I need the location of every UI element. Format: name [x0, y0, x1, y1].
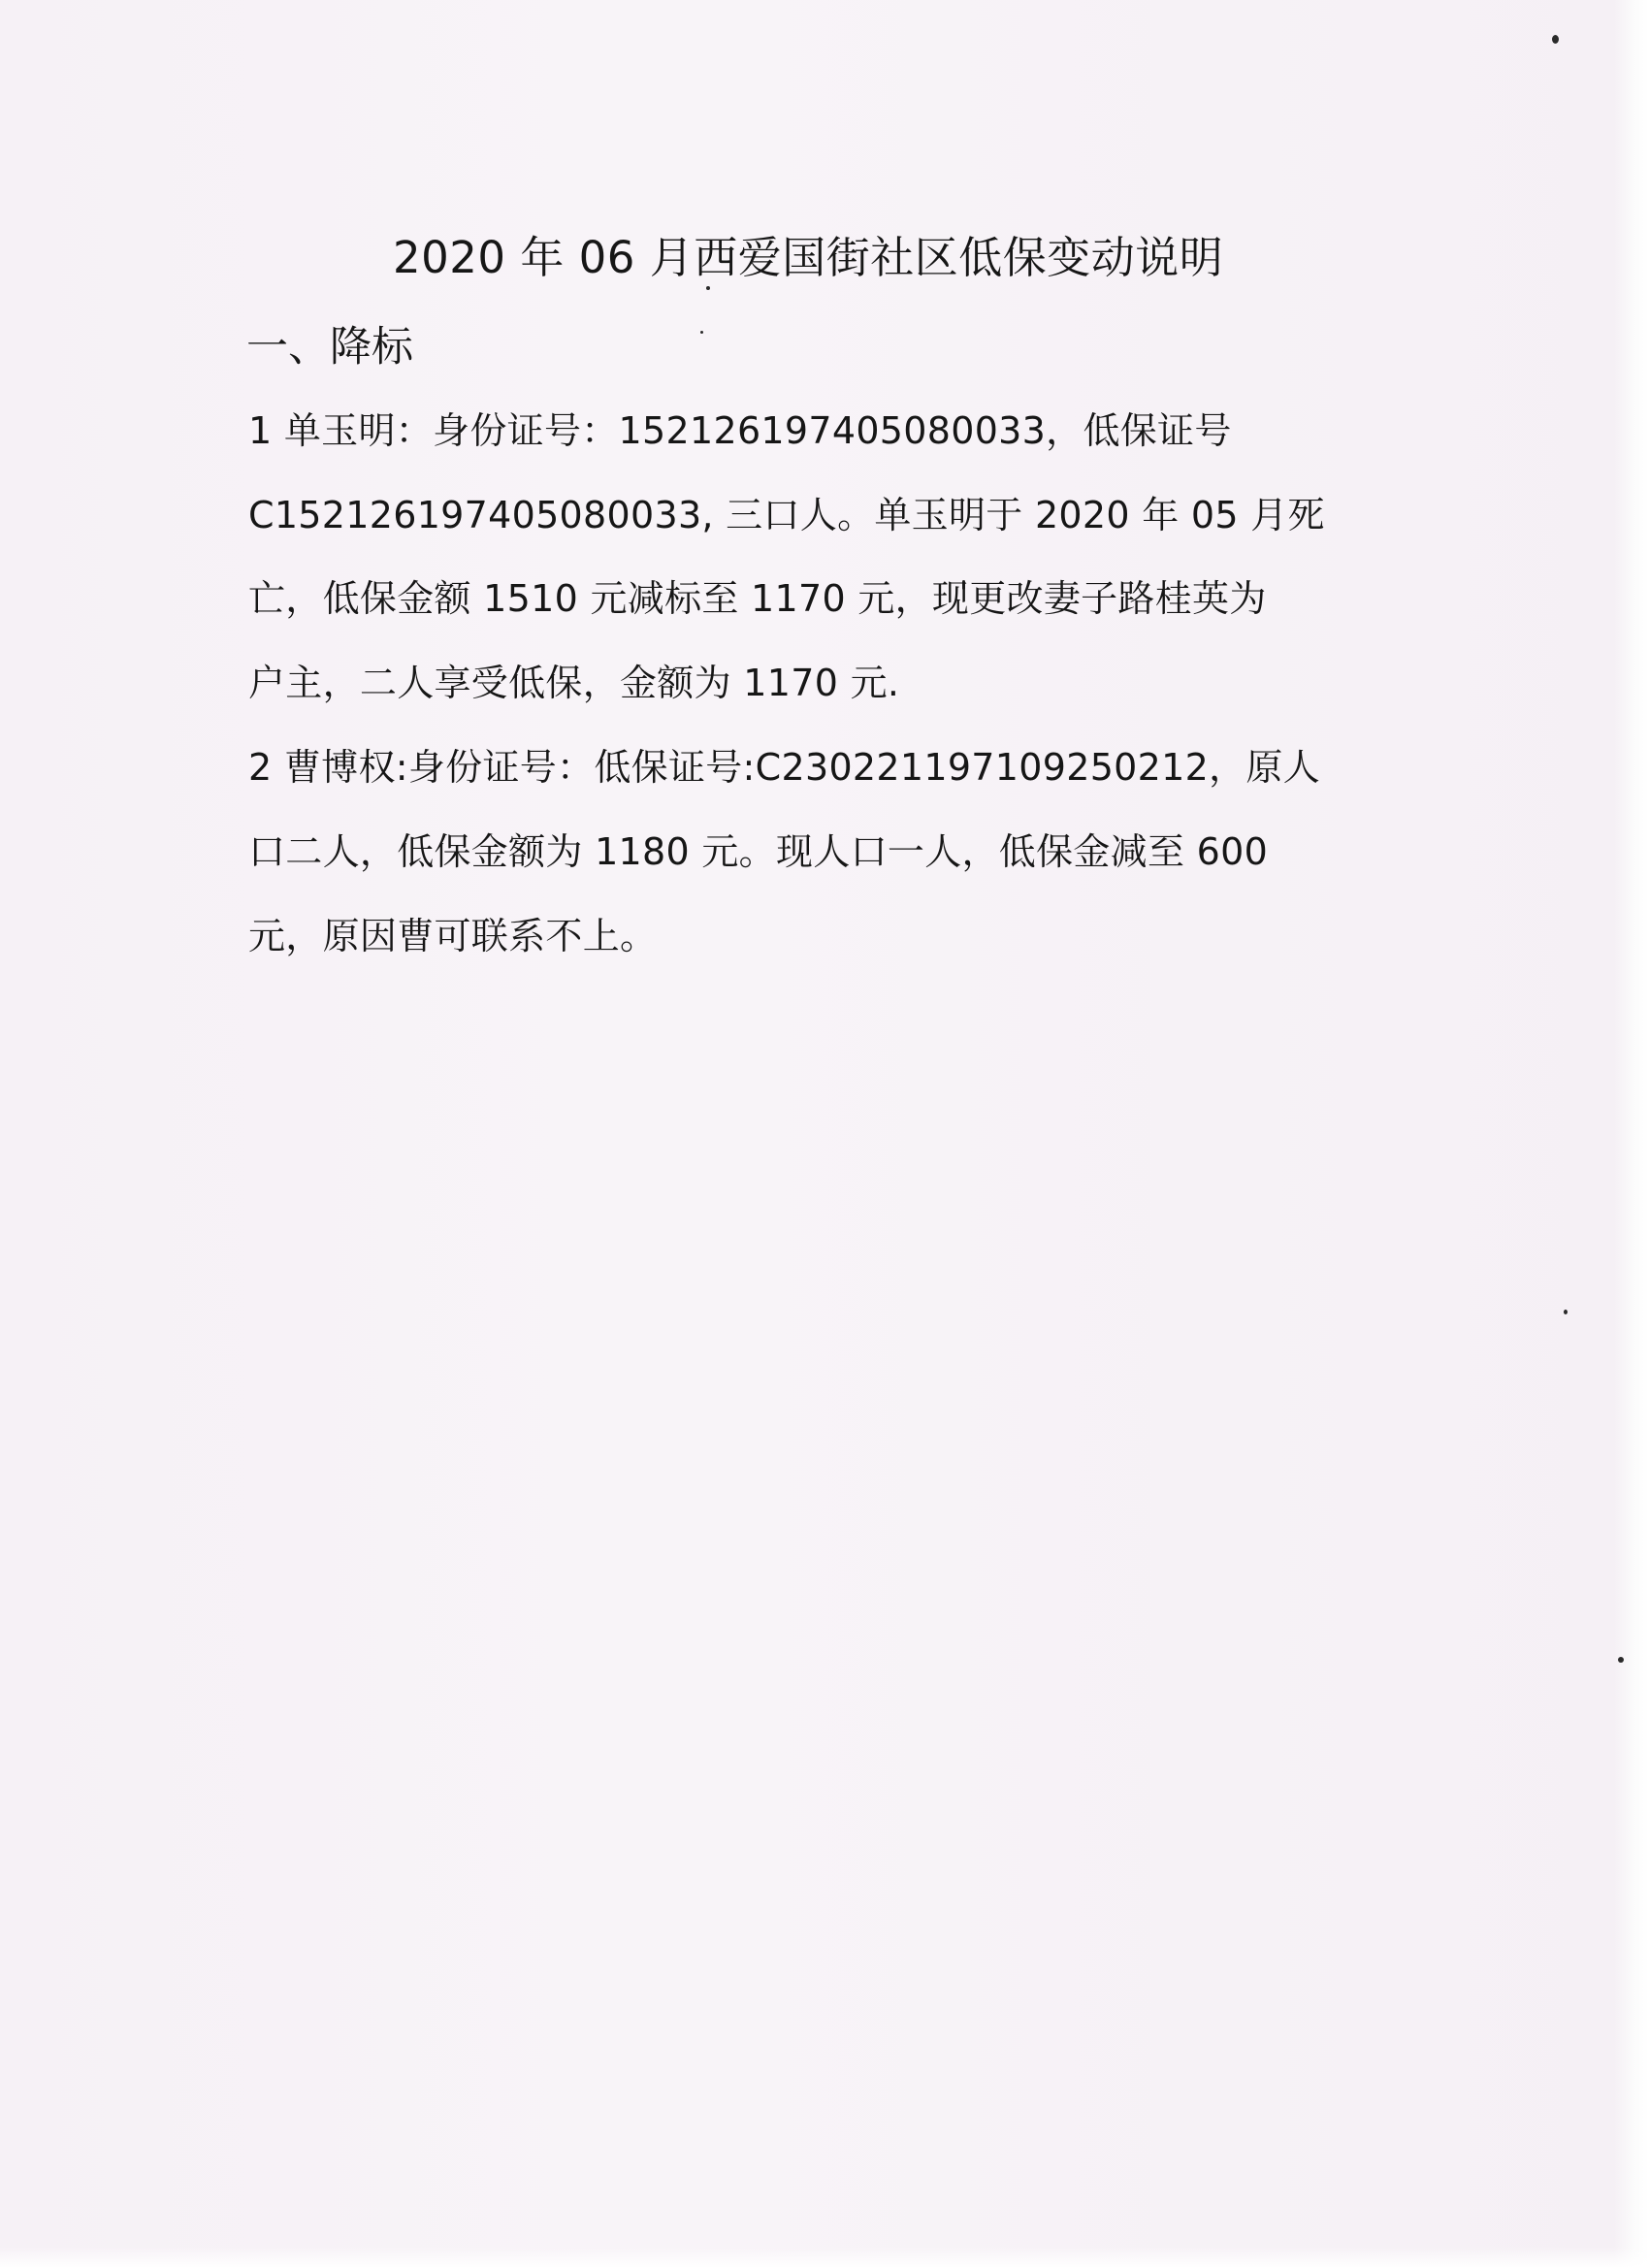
scan-right-edge [1614, 0, 1649, 2268]
body-line: 1 单玉明：身份证号：152126197405080033，低保证号 [248, 409, 1232, 452]
scan-speck [1618, 1657, 1624, 1663]
body-line: 2 曹博权:身份证号：低保证号:C230221197109250212，原人 [248, 746, 1320, 789]
body-line: 亡，低保金额 1510 元减标至 1170 元，现更改妻子路桂英为 [248, 577, 1267, 620]
scan-speck [1552, 35, 1559, 44]
scan-bottom-edge [0, 2247, 1649, 2268]
body-line: 户主，二人享受低保，金额为 1170 元. [248, 662, 900, 704]
body-line: 元，原因曹可联系不上。 [248, 915, 658, 957]
scan-speck [700, 331, 703, 334]
body-line: C152126197405080033, 三口人。单玉明于 2020 年 05 月死 [248, 494, 1325, 536]
document-title: 2020 年 06 月西爱国街社区低保变动说明 [393, 232, 1224, 283]
scan-speck [1564, 1310, 1568, 1314]
section-heading: 一、降标 [246, 323, 413, 372]
body-line: 口二人，低保金额为 1180 元。现人口一人，低保金减至 600 [248, 830, 1269, 873]
